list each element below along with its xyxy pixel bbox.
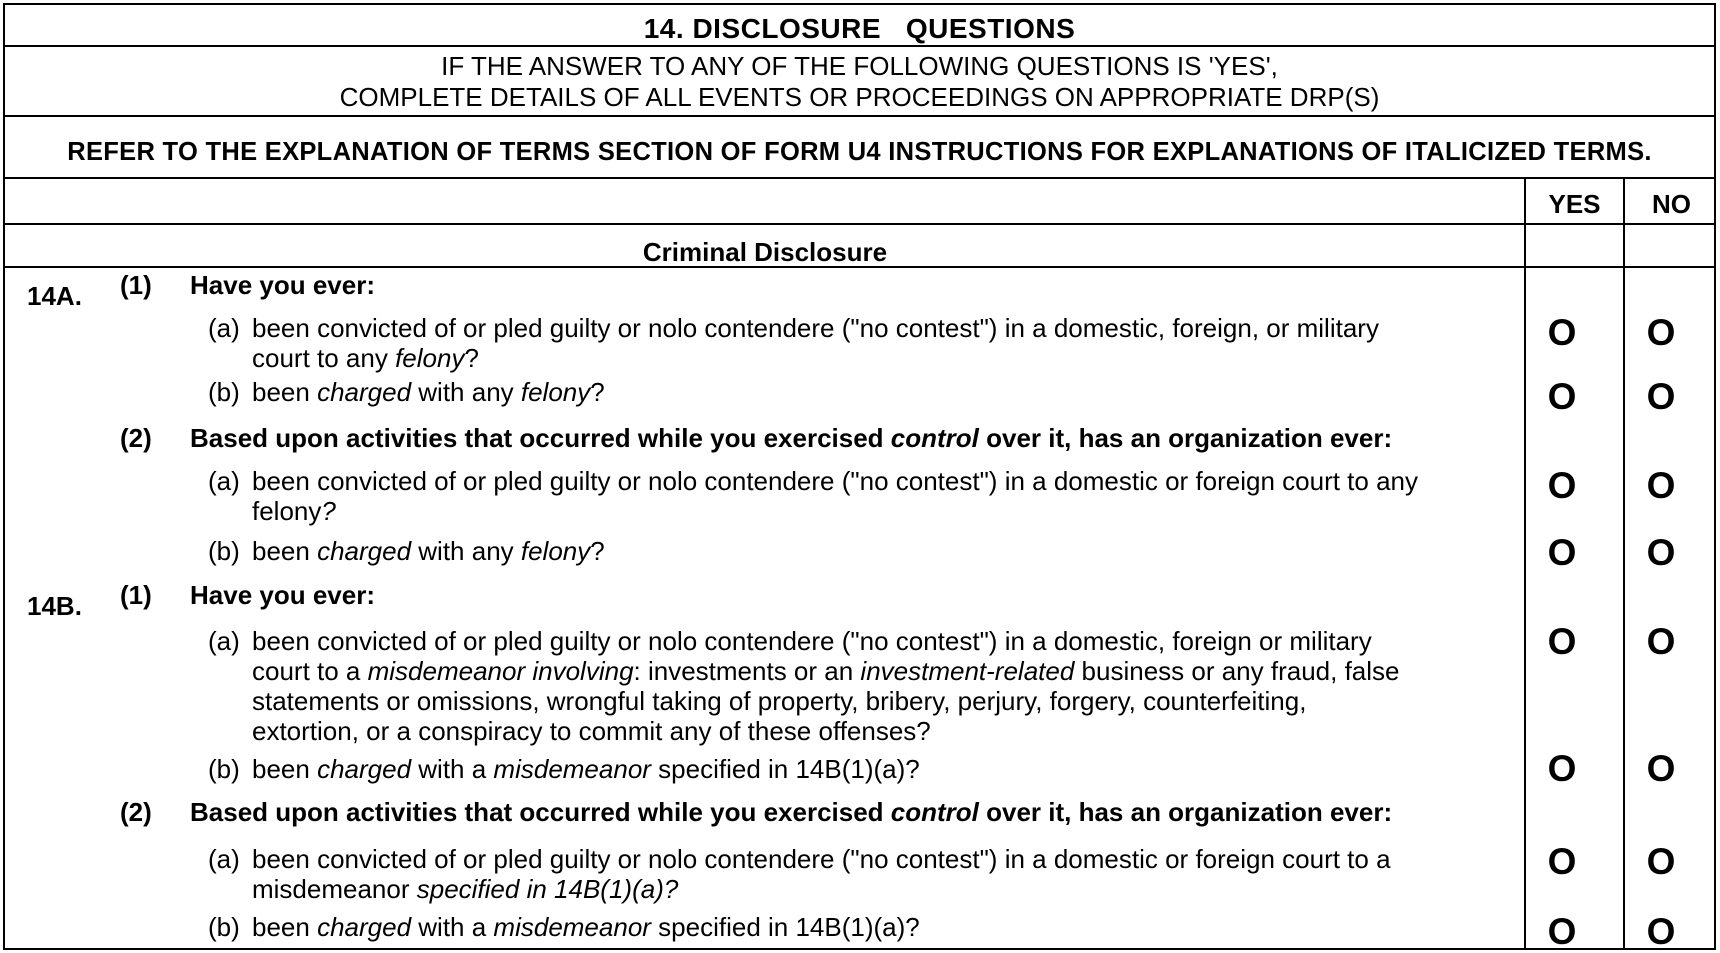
question-number: 14B. (27, 591, 82, 621)
disclosure-form (3, 3, 1716, 950)
defined-term: control (890, 797, 979, 827)
item-text-line (252, 685, 1306, 717)
text-segment: extortion, or a conspiracy to commit any of these offenses? (252, 716, 931, 746)
text-segment: misdemeanor (252, 874, 410, 904)
instructions-line-1: IF THE ANSWER TO ANY OF THE FOLLOWING QUESTIONS IS 'YES', (441, 51, 1278, 81)
defined-term: ? (321, 496, 336, 526)
text-segment: court to a (252, 656, 368, 686)
item-letter: (a) (208, 844, 240, 874)
text-segment: felony (252, 496, 322, 526)
no-radio[interactable]: O (1646, 376, 1676, 417)
no-radio[interactable]: O (1646, 748, 1676, 789)
defined-term: felony (520, 377, 591, 407)
yes-column-header: YES (1548, 189, 1601, 219)
text-segment: : investments or an (633, 656, 861, 686)
defined-term: charged (317, 377, 412, 407)
divider (5, 223, 1714, 225)
item-text-line (252, 625, 1372, 657)
divider (5, 177, 1714, 179)
defined-term: specified in 14B(1)(a)? (409, 874, 679, 904)
text-segment: been convicted of or pled guilty or nolo contendere ("no contest") in a domestic, foreign, or military (252, 313, 1379, 343)
item-text-line (252, 342, 479, 374)
item-text-line (252, 873, 678, 905)
yes-radio[interactable]: O (1547, 841, 1577, 882)
text-segment: been (252, 754, 318, 784)
item-letter: (b) (208, 377, 240, 407)
divider (5, 115, 1714, 117)
text-segment: specified in 14B(1)(a)? (650, 912, 920, 942)
text-segment: been convicted of or pled guilty or nolo contendere ("no contest") in a domestic, foreign or military (252, 626, 1372, 656)
sub-question-number: (1) (120, 580, 152, 610)
defined-term: charged (317, 912, 412, 942)
defined-term: felony (520, 536, 591, 566)
item-letter: (a) (208, 466, 240, 496)
yes-radio[interactable]: O (1547, 312, 1577, 353)
text-segment: Have you ever: (190, 270, 375, 300)
text-segment: been (252, 536, 318, 566)
no-radio[interactable]: O (1646, 841, 1676, 882)
sub-question-number: (1) (120, 270, 152, 300)
column-divider-no (1623, 177, 1625, 948)
item-letter: (b) (208, 912, 240, 942)
text-segment: ? (590, 377, 605, 407)
sub-question-heading (190, 580, 375, 611)
item-letter: (a) (208, 313, 240, 343)
item-text-line (252, 655, 1400, 687)
no-radio[interactable]: O (1646, 911, 1676, 952)
defined-term: charged (317, 536, 412, 566)
yes-radio[interactable]: O (1547, 911, 1577, 952)
item-letter: (a) (208, 626, 240, 656)
defined-term: misdemeanor (493, 754, 651, 784)
item-letter: (b) (208, 536, 240, 566)
text-segment: ? (464, 343, 479, 373)
text-segment: been convicted of or pled guilty or nolo contendere ("no contest") in a domestic or foreign court to any (252, 466, 1419, 496)
text-segment: business or any fraud, false (1074, 656, 1400, 686)
defined-term: misdemeanor (493, 912, 651, 942)
divider (5, 45, 1714, 47)
item-text-line (252, 312, 1379, 344)
sub-question-number: (2) (120, 423, 152, 453)
no-column-header: NO (1652, 189, 1691, 219)
no-radio[interactable]: O (1646, 621, 1676, 662)
text-segment: been (252, 377, 318, 407)
text-segment: with any (411, 377, 521, 407)
yes-radio[interactable]: O (1547, 376, 1577, 417)
text-segment: with a (411, 912, 494, 942)
item-text-line (252, 535, 605, 567)
text-segment: with any (411, 536, 521, 566)
text-segment: Have you ever: (190, 580, 375, 610)
sub-question-heading (190, 270, 375, 301)
question-number: 14A. (27, 281, 82, 311)
item-letter: (b) (208, 754, 240, 784)
text-segment: Based upon activities that occurred while you exercised (190, 797, 891, 827)
item-text-line (252, 465, 1418, 497)
column-divider-yes (1524, 177, 1526, 948)
item-text-line (252, 911, 920, 943)
defined-term: control (890, 423, 979, 453)
yes-radio[interactable]: O (1547, 532, 1577, 573)
text-segment: ? (590, 536, 605, 566)
text-segment: over it, has an organization ever: (978, 797, 1393, 827)
item-text-line (252, 495, 336, 527)
text-segment: with a (411, 754, 494, 784)
item-text-line (252, 376, 605, 408)
criminal-disclosure-heading: Criminal Disclosure (642, 237, 888, 267)
section-title: 14. DISCLOSURE QUESTIONS (643, 13, 1076, 44)
item-text-line (252, 753, 920, 785)
defined-term: investment-related (860, 656, 1075, 686)
instructions-line-2: COMPLETE DETAILS OF ALL EVENTS OR PROCEEDINGS ON APPROPRIATE DRP(S) (339, 82, 1380, 112)
defined-term: charged (317, 754, 412, 784)
text-segment: court to any (252, 343, 396, 373)
no-radio[interactable]: O (1646, 465, 1676, 506)
no-radio[interactable]: O (1646, 312, 1676, 353)
text-segment: over it, has an organization ever: (978, 423, 1393, 453)
defined-term: misdemeanor involving (367, 656, 634, 686)
item-text-line (252, 715, 931, 747)
sub-question-number: (2) (120, 797, 152, 827)
text-segment: been (252, 912, 318, 942)
defined-term: felony (395, 343, 465, 373)
sub-question-heading (190, 423, 1392, 454)
refer-note: REFER TO THE EXPLANATION OF TERMS SECTION OF FORM U4 INSTRUCTIONS FOR EXPLANATIONS OF ITALICIZED TERMS. (67, 138, 1652, 166)
yes-radio[interactable]: O (1547, 621, 1577, 662)
item-text-line (252, 843, 1391, 875)
text-segment: been convicted of or pled guilty or nolo contendere ("no contest") in a domestic or foreign court to a (252, 844, 1391, 874)
sub-question-heading (190, 797, 1392, 828)
yes-radio[interactable]: O (1547, 465, 1577, 506)
text-segment: specified in 14B(1)(a)? (650, 754, 920, 784)
no-radio[interactable]: O (1646, 532, 1676, 573)
yes-radio[interactable]: O (1547, 748, 1577, 789)
text-segment: Based upon activities that occurred while you exercised (190, 423, 891, 453)
text-segment: statements or omissions, wrongful taking of property, bribery, perjury, forgery, counterfeiting, (252, 686, 1307, 716)
